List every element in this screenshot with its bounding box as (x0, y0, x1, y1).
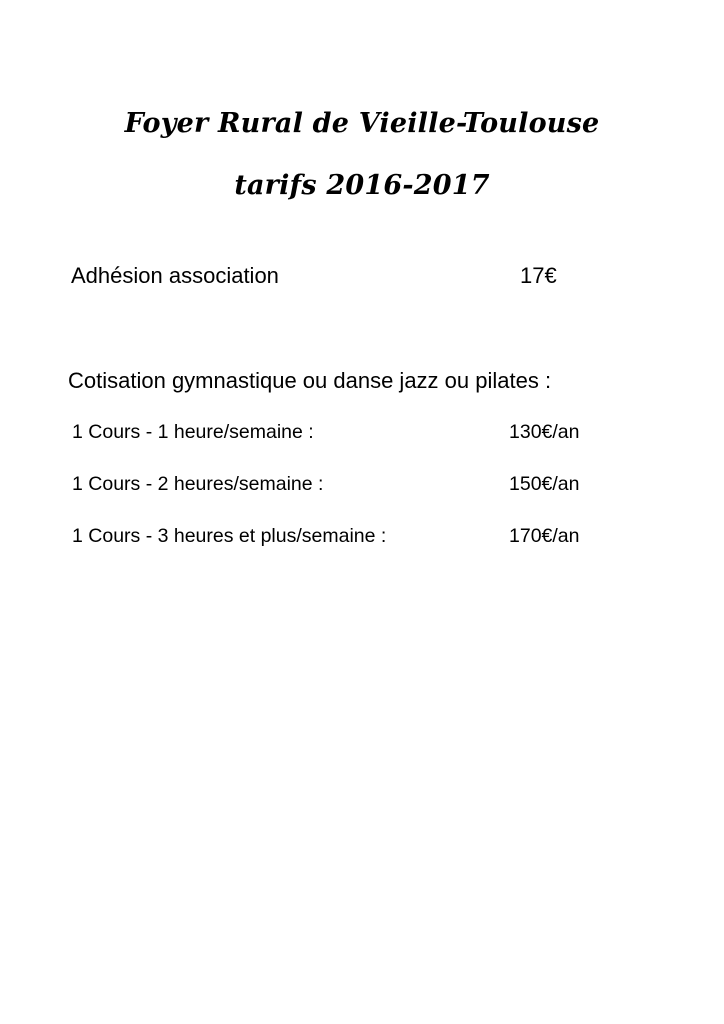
rate-label-3h: 1 Cours - 3 heures et plus/semaine : (72, 525, 387, 547)
document-title: Foyer Rural de Vieille-Toulouse (124, 108, 600, 139)
rate-price-1h: 130€/an (509, 421, 580, 443)
rate-price-3h: 170€/an (509, 525, 580, 547)
courses-heading: Cotisation gymnastique ou danse jazz ou pilates : (68, 368, 552, 393)
document-subtitle: tarifs 2016-2017 (234, 170, 490, 201)
rate-label-2h: 1 Cours - 2 heures/semaine : (72, 473, 324, 495)
rate-price-2h: 150€/an (509, 473, 580, 495)
membership-price: 17€ (520, 263, 557, 288)
membership-label: Adhésion association (71, 263, 279, 288)
rate-label-1h: 1 Cours - 1 heure/semaine : (72, 421, 314, 443)
